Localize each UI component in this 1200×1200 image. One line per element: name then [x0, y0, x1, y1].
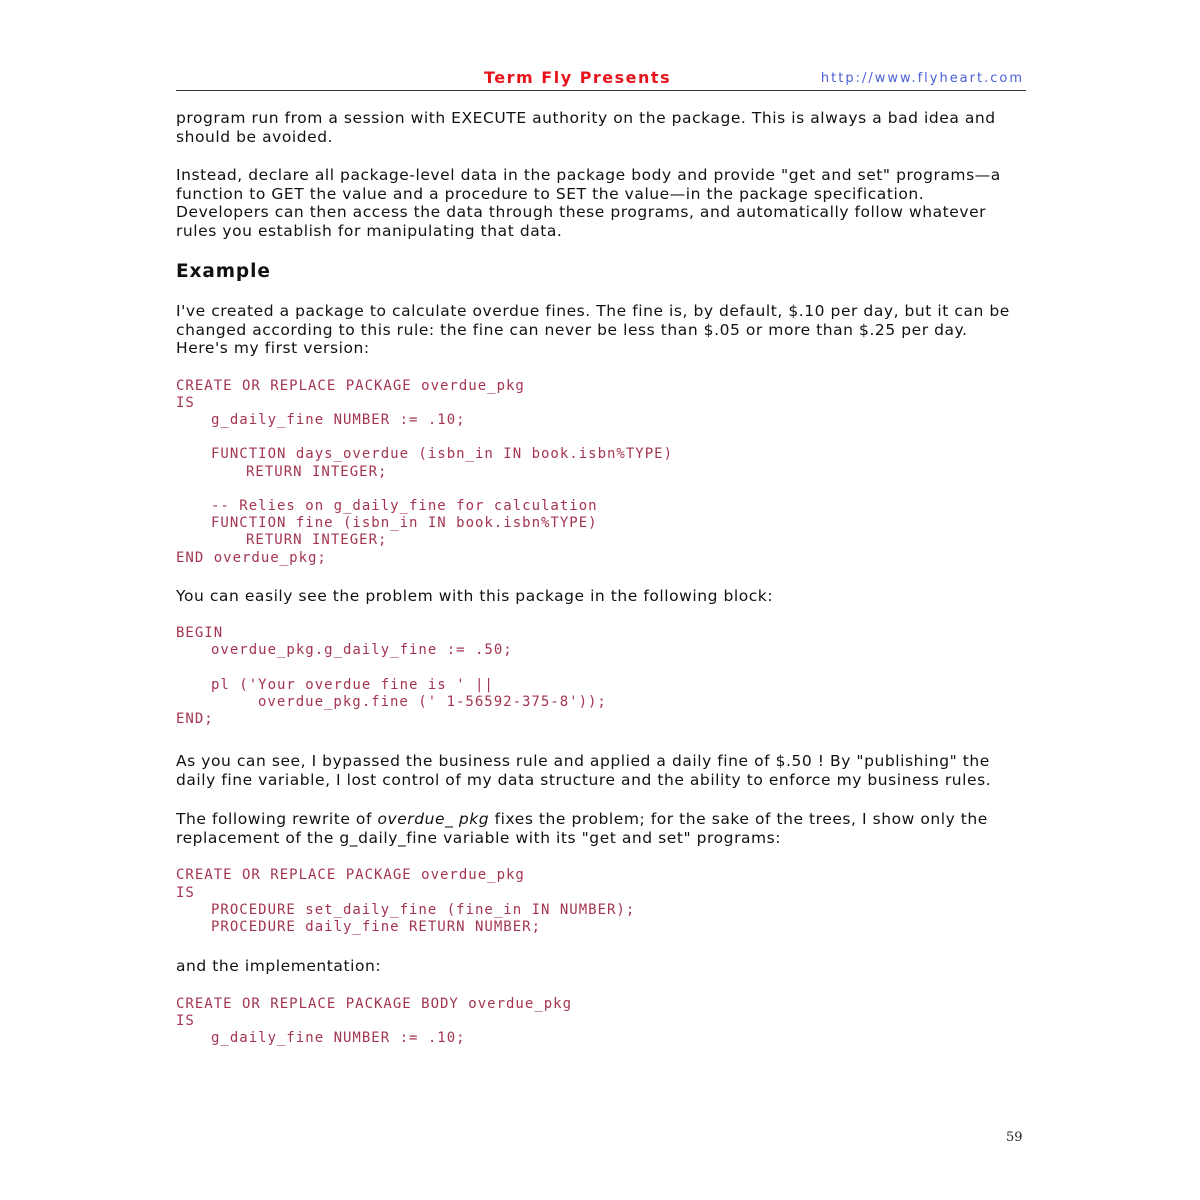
code-line: overdue_pkg.g_daily_fine := .50;: [211, 642, 513, 659]
code-line: END overdue_pkg;: [176, 549, 327, 566]
section-heading-example: Example: [176, 261, 271, 282]
page-header: [176, 64, 1026, 91]
code-line: CREATE OR REPLACE PACKAGE overdue_pkg: [176, 867, 525, 884]
code-line: overdue_pkg.fine (' 1-56592-375-8'));: [258, 694, 607, 710]
header-url[interactable]: http://www.flyheart.com: [820, 71, 1024, 86]
rewrite-text-end: fixes the problem; for the sake of the trees, I show only the replacement of the g_daily_fine variable with its "get and set" programs:: [176, 810, 988, 847]
paragraph-get-set-programs: Instead, declare all package-level data in the package body and provide "get and set" programs—a function to GET the value and a procedure to SET the value—in the package specification. Developers can then access the data through these programs, and automatically follow whatever rules you establish for manipulating that data.: [176, 166, 1001, 240]
paragraph-rewrite: [176, 810, 1022, 847]
rewrite-package-name: overdue_ pkg: [377, 810, 490, 829]
code-block-get-set-spec: [176, 867, 1026, 936]
code-line: END;: [176, 711, 214, 728]
code-line: IS: [176, 1012, 195, 1029]
paragraph-execute-authority: program run from a session with EXECUTE authority on the package. This is always a bad idea and should be avoided.: [176, 109, 996, 146]
code-line: CREATE OR REPLACE PACKAGE BODY overdue_pkg: [176, 995, 573, 1012]
paragraph-problem-block: You can easily see the problem with this package in the following block:: [176, 586, 774, 605]
code-line: pl ('Your overdue fine is ' ||: [211, 676, 494, 693]
rewrite-text-start: The following rewrite of: [176, 810, 378, 829]
document-page: [176, 64, 1026, 1047]
code-line: g_daily_fine NUMBER := .10;: [211, 411, 466, 428]
code-line: PROCEDURE set_daily_fine (fine_in IN NUMBER);: [211, 901, 636, 918]
code-line: FUNCTION days_overdue (isbn_in IN book.isbn%TYPE): [211, 446, 674, 463]
code-line: FUNCTION fine (isbn_in IN book.isbn%TYPE): [211, 515, 598, 532]
code-block-begin-end: [176, 625, 1026, 728]
paragraph-overdue-intro: I've created a package to calculate overdue fines. The fine is, by default, $.10 per day, but it can be changed according to this rule: the fine can never be less than $.05 or more than $.25 per day. Here's my first version:: [176, 302, 1010, 357]
code-line: g_daily_fine NUMBER := .10;: [211, 1030, 466, 1047]
code-block-package-spec: [176, 378, 1026, 567]
code-line: RETURN INTEGER;: [246, 532, 388, 549]
code-line: PROCEDURE daily_fine RETURN NUMBER;: [211, 919, 542, 936]
page-number: 59: [1006, 1130, 1023, 1145]
code-line: RETURN INTEGER;: [246, 463, 388, 480]
code-block-package-body: [176, 996, 1026, 1048]
paragraph-bypassed-rule: As you can see, I bypassed the business rule and applied a daily fine of $.50 ! By "publishing" the daily fine variable, I lost control of my data structure and the ability to enforce my business rules.: [176, 752, 992, 789]
code-line: CREATE OR REPLACE PACKAGE overdue_pkg: [176, 377, 525, 394]
code-line: IS: [176, 884, 195, 901]
code-line: IS: [176, 394, 195, 411]
header-brand: Term Fly Presents: [484, 68, 672, 87]
code-line: BEGIN: [176, 625, 224, 642]
paragraph-implementation: and the implementation:: [176, 957, 382, 976]
code-line: -- Relies on g_daily_fine for calculation: [211, 497, 598, 514]
